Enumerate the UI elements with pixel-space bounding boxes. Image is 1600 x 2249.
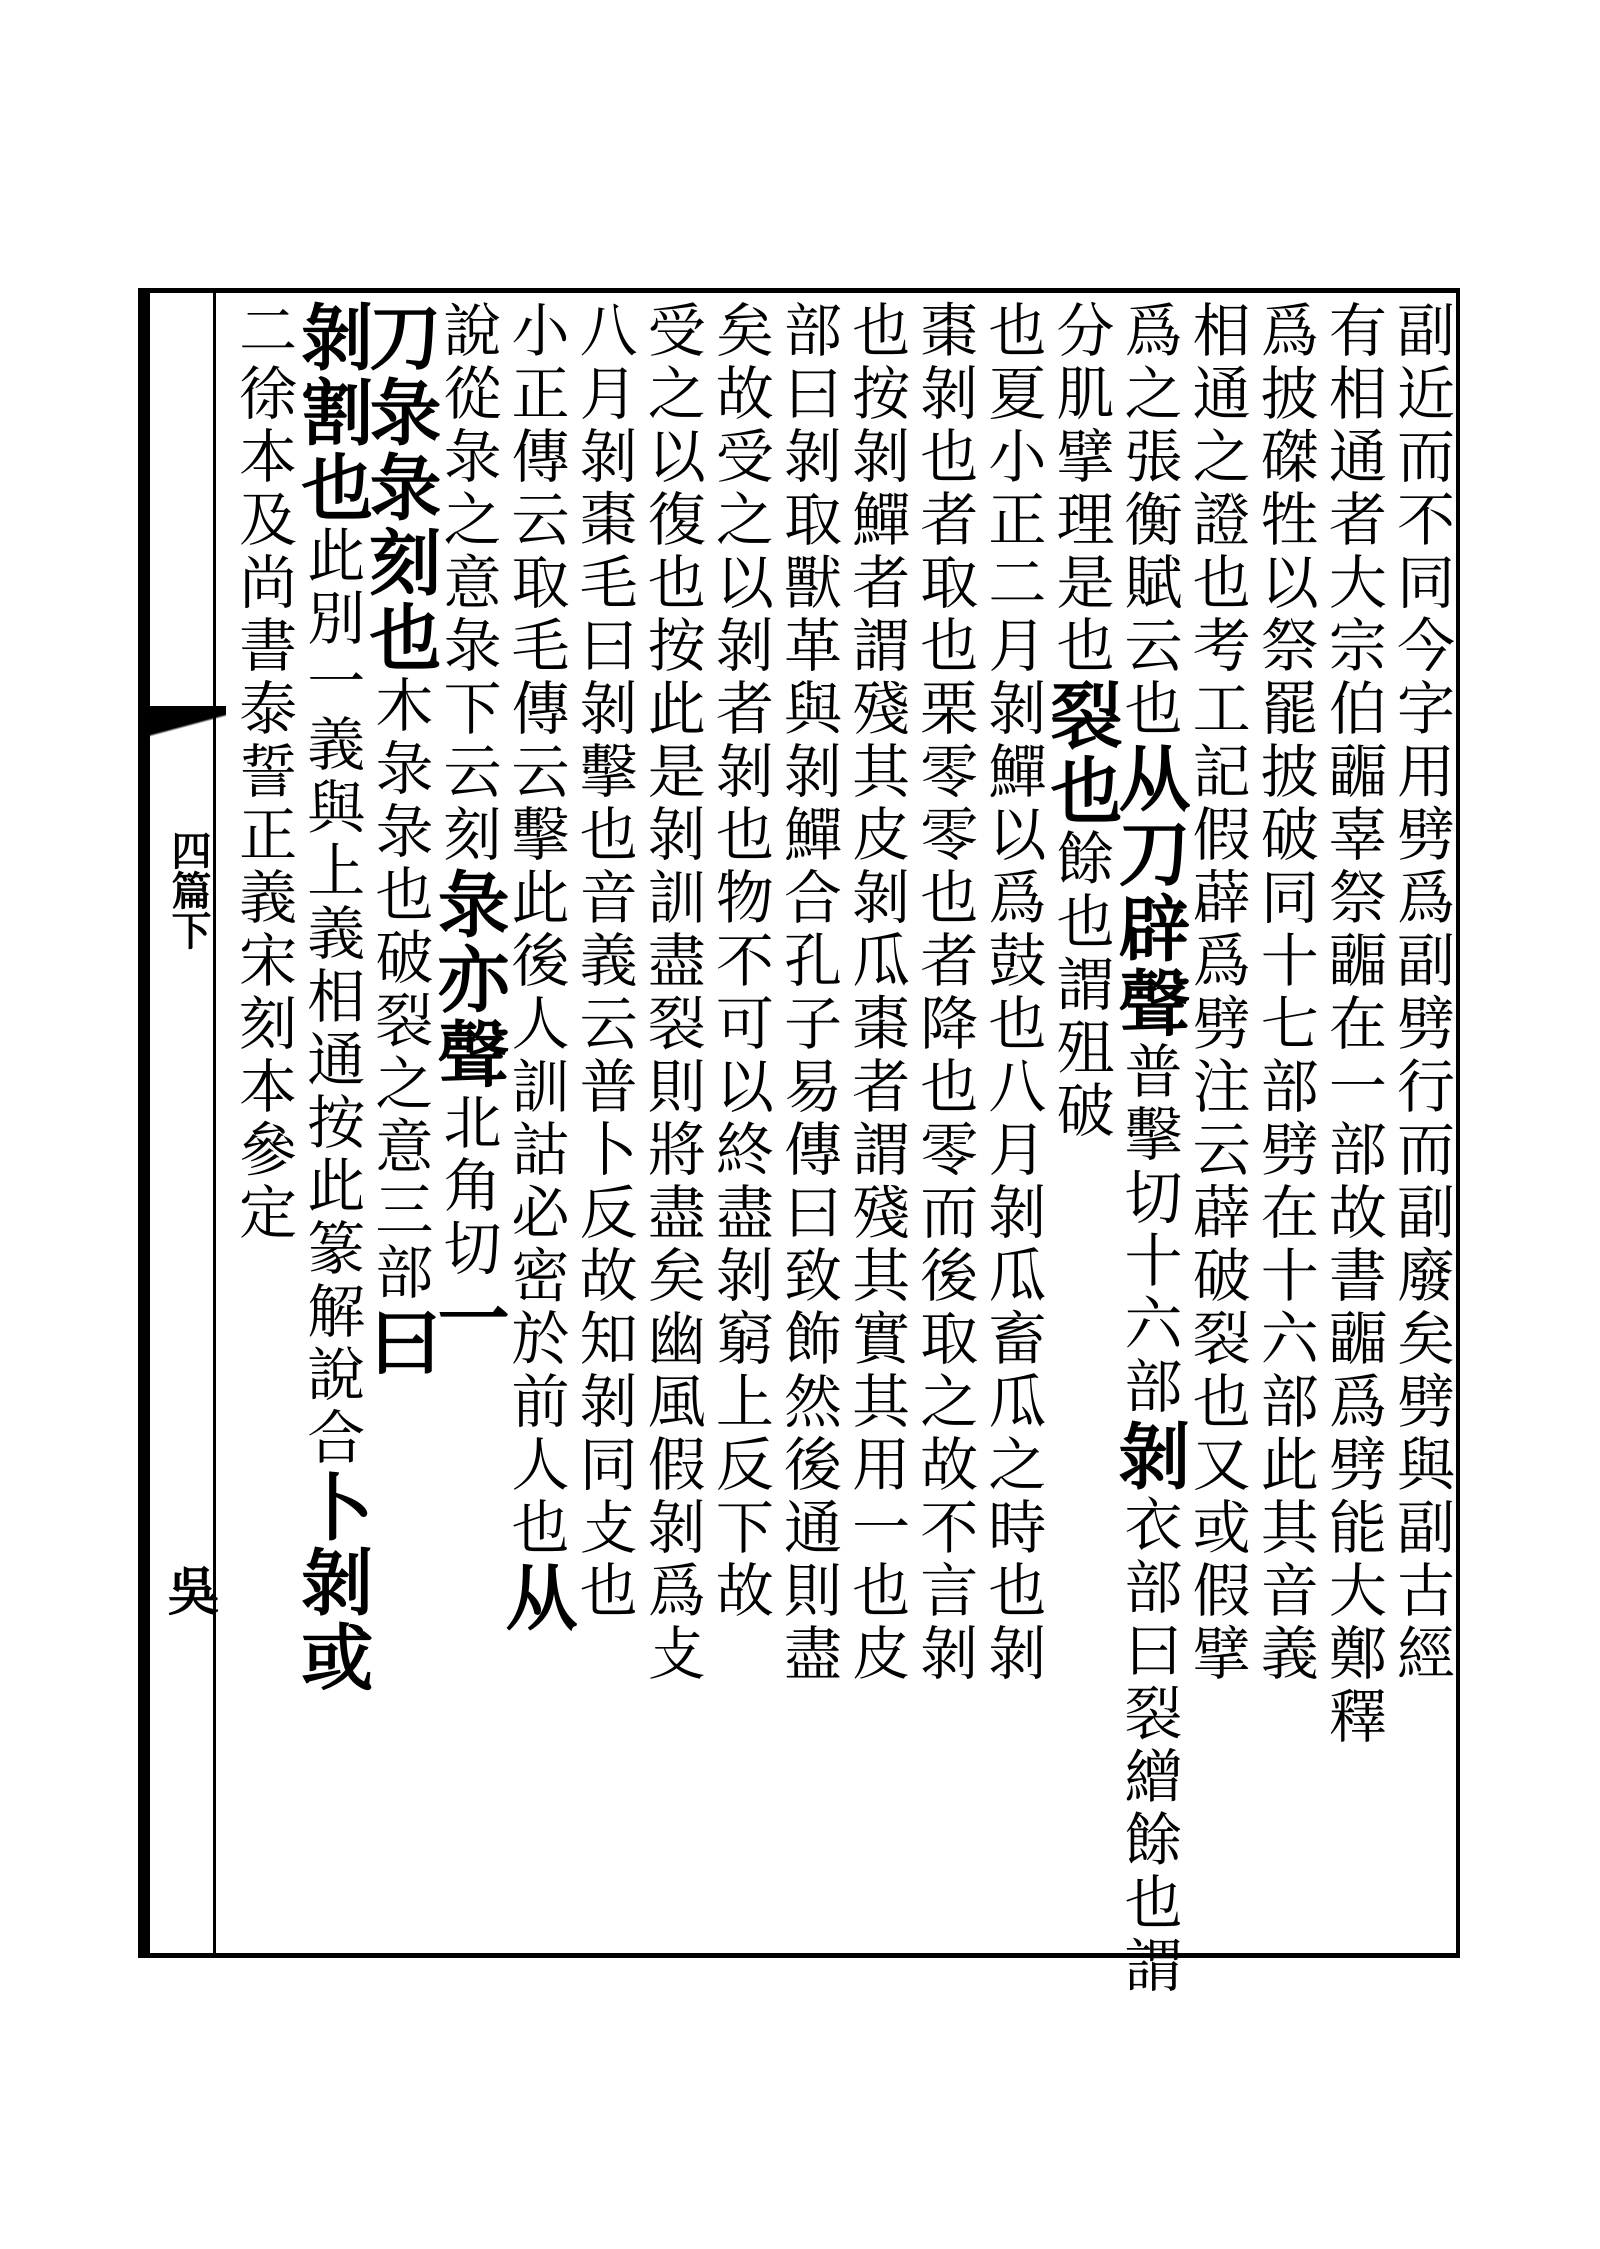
text-column-2 <box>1318 300 1388 1950</box>
commentary-text: 也按剝鱓者謂殘其皮剝瓜棗者謂殘其實其用一也皮 <box>842 300 911 1686</box>
text-column-4 <box>1182 300 1252 1950</box>
headword-text: 一 <box>425 1281 511 1356</box>
commentary-text: 部曰剝取獸革與剝鱓合孔子易傳曰致飾然後通則盡 <box>773 300 842 1686</box>
commentary-text: 北角切 <box>433 1092 502 1281</box>
text-column-17 <box>289 300 375 1950</box>
text-column-11 <box>705 300 775 1950</box>
commentary-text: 二徐本及尚書泰誓正義宋刻本參定 <box>229 300 298 1245</box>
text-column-12 <box>637 300 707 1950</box>
text-column-15 <box>425 300 511 1950</box>
commentary-text: 相通之證也考工記假薜爲劈注云薜破裂也又或假擘 <box>1182 300 1251 1686</box>
commentary-text: 也夏小正二月剝鱓以爲鼓也八月剝瓜畜瓜之時也剝 <box>978 300 1047 1686</box>
text-column-3 <box>1250 300 1320 1950</box>
text-body <box>229 300 1456 1998</box>
text-column-6 <box>1038 300 1124 1950</box>
text-column-1 <box>1386 300 1456 1950</box>
text-column-8 <box>910 300 979 1950</box>
commentary-text: 普擊切十六部 <box>1114 1041 1183 1419</box>
headword-text: 刀彔彔刻也 <box>357 300 443 675</box>
commentary-text: 矣故受之以剝者剝也物不可以終盡剝窮上反下故 <box>705 300 774 1623</box>
commentary-text: 說從彔之意彔下云刻 <box>433 300 502 867</box>
center-margin-strip <box>158 288 219 1958</box>
commentary-text: 爲之張衡賦云也 <box>1114 300 1183 741</box>
headword-text: 剝割也 <box>289 300 375 525</box>
commentary-text: 受之以復也按此是剝訓盡裂則將盡矣幽風假剝爲攴 <box>637 300 706 1686</box>
page-number: 吳 <box>158 1564 219 1616</box>
headword-text: 卜 <box>289 1470 375 1545</box>
commentary-text: 有相通者大宗伯疈辜祭疈在一部故書疈爲劈能大鄭釋 <box>1318 300 1387 1749</box>
commentary-text: 小正傳云取毛傳云擊此後人訓詁必密於前人也 <box>501 300 570 1560</box>
headword-text: 从刀辟聲 <box>1106 741 1192 1041</box>
headword-text: 剝 <box>1106 1419 1192 1494</box>
commentary-text: 木彔彔也破裂之意三部 <box>365 675 434 1305</box>
commentary-text: 副近而不同今字用劈爲副劈行而副廢矣劈與副古經 <box>1386 300 1455 1686</box>
text-column-9 <box>842 300 911 1950</box>
commentary-text: 餘也謂殂破 <box>1046 828 1115 1143</box>
commentary-text: 此別一義與上義相通按此篆解說合 <box>297 525 366 1470</box>
text-column-13 <box>569 300 639 1950</box>
text-column-5 <box>1106 300 1192 1998</box>
headword-text: 剝或 <box>289 1545 375 1695</box>
commentary-text: 分肌擘理是也 <box>1046 300 1115 678</box>
text-column-7 <box>978 300 1047 1950</box>
text-column-14 <box>493 300 579 1950</box>
commentary-text: 八月剝棗毛曰剝擊也音義云普卜反故知剝同攴也 <box>569 300 638 1623</box>
commentary-text: 衣部曰裂繒餘也謂 <box>1114 1494 1183 1998</box>
chapter-label: 四篇下 <box>165 830 212 950</box>
text-column-10 <box>773 300 843 1950</box>
text-column-16 <box>357 300 443 1950</box>
headword-text: 裂也 <box>1038 678 1124 828</box>
commentary-text: 棗剝也者取也栗零零也者降也零而後取之故不言剝 <box>910 300 979 1686</box>
commentary-text: 爲披磔牲以祭罷披破同十七部劈在十六部此其音義 <box>1250 300 1319 1686</box>
headword-text: 彔亦聲 <box>425 867 511 1092</box>
headword-text: 曰 <box>357 1305 443 1380</box>
text-column-18 <box>229 300 298 1950</box>
fishtail-mark <box>146 706 226 746</box>
headword-text: 从 <box>493 1560 579 1635</box>
